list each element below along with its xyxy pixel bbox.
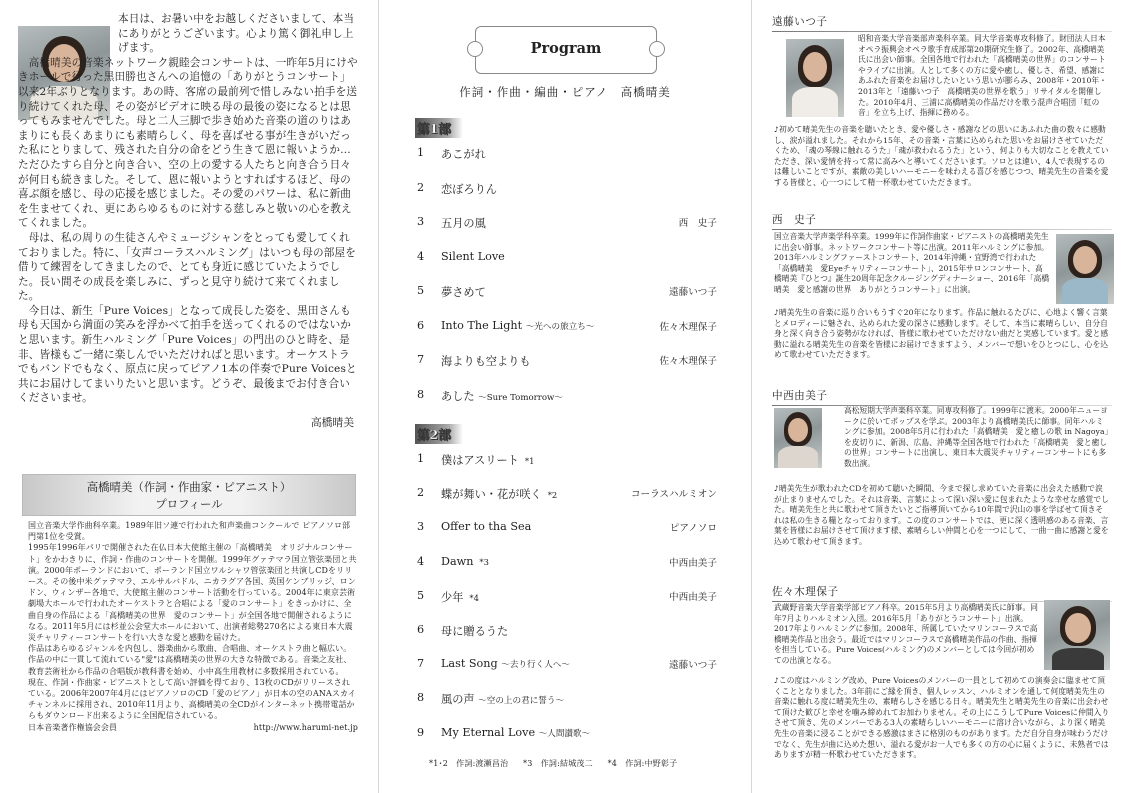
program-item-number: 5 xyxy=(417,284,425,297)
program-item-title-row xyxy=(441,486,557,502)
program-item xyxy=(417,250,717,268)
program-item xyxy=(417,486,717,504)
greeting-text xyxy=(18,12,358,406)
sasaki-bio: 武蔵野音楽大学音楽学部ピアノ科卒。2015年5月より高橋晴美氏に師事。同年7月よりハルミオン入団。2016年5月「ありがとうコンサート」出演。2017年よりハルミングに参加。2008年、所属していたマリンコーラスで高橋晴美作品と出会う。最近ではマリンコーラスで高橋晴美作品の作曲、指揮を担当している。Pure Voices(ハルミング)のメンバーとしては今回が初めての出演となる。 xyxy=(774,603,1038,665)
program-item-title: Into The Light xyxy=(441,318,523,332)
footnote: *3 作詞:結城茂二 xyxy=(523,759,593,768)
program-item-title: 蝶が舞い・花が咲く xyxy=(441,488,542,502)
nishi-photo xyxy=(1056,234,1114,304)
program-item-performer: 中西由美子 xyxy=(669,557,717,569)
program-item-mark: *4 xyxy=(469,592,479,603)
program-item-performer: 中西由美子 xyxy=(669,591,717,603)
profile-url: http://www.harumi-net.jp xyxy=(253,722,358,732)
performer-name-nishi: 西 史子 xyxy=(772,214,817,226)
performers-column xyxy=(760,0,1127,793)
program-item-title-row xyxy=(441,388,563,404)
performer-name-nakanishi: 中西由美子 xyxy=(772,390,828,402)
program-item-number: 5 xyxy=(417,588,425,602)
program-item xyxy=(417,623,717,641)
program-item-title: 少年 xyxy=(441,590,464,604)
greeting-signature: 高橋晴美 xyxy=(310,416,354,429)
program-item-title-row xyxy=(441,215,486,231)
program-credit: 作詞・作曲・編曲・ピアノ 高橋晴美 xyxy=(459,85,671,99)
profile-affiliation: 日本音楽著作権協会会員 xyxy=(28,722,118,732)
program-item-performer: 佐々木理保子 xyxy=(659,356,717,367)
program-item-title-row xyxy=(441,726,590,739)
program-item-title-row xyxy=(441,657,570,670)
program-item xyxy=(417,353,717,371)
program-item xyxy=(417,388,717,406)
endo-message: ♪初めて晴美先生の音楽を聴いたとき、愛や優しさ・感謝などの思いにあふれた曲の数々に感動し、涙が溢れました。それから15年、その音楽・言葉に込められた思いをお届けさせていただくため、「魂の琴線に触れるうた」「魂が救われるうた」という、何よりも大切なことを教えていただき、深い愛情を持って常に高みへと導いてくださいます。ソロとは違い、4人で表現するのは難しいことですが、素敵の美しいハーモニーを味わえる喜びを感じつつ、晴美先生の音楽を愛する皆様と、心一つにして精一杯歌わせていただきます。 xyxy=(774,125,1109,187)
program-item-number: 2 xyxy=(417,180,425,194)
program-item-performer: コーラスハルミオン xyxy=(630,489,717,501)
program-item-subtitle: ～空の上の君に誓う～ xyxy=(478,696,565,707)
program-item-title: Silent Love xyxy=(441,249,505,263)
profile-affiliation-row xyxy=(28,722,358,733)
program-item xyxy=(417,215,717,233)
profile-text xyxy=(28,520,358,733)
program-footnotes xyxy=(429,758,689,769)
program-item xyxy=(417,452,717,470)
program-item xyxy=(417,555,717,573)
program-item-title-row xyxy=(441,452,534,468)
program-item-title-row xyxy=(441,353,531,369)
program-item-mark: *3 xyxy=(479,556,489,567)
program-item-subtitle: ～光への旅立ち～ xyxy=(525,321,595,332)
sasaki-message: ♪この度はハルミング改め、Pure Voicesのメンバーの一員として初めての演奏会に臨ませて頂くこととなりました。3年前にご縁を頂き、個人レッスン、ハルミオンを通して何度晴美先生の音楽に触れる度に晴美先生の、素晴らしさを感じる日々。晴美先生と晴美先生の音楽に出会わせて頂けた歓びと幸せを噛み締めれてお加わりません。その上にこうしてPure Voicesに仲間入りさせて頂き、先のメンバーである3人の素晴らしいハーモニーに溶け合いながら、より深く晴美先生の音楽に浸ることができる感激はまさに格別のものがあります。ただ自分自身が味わうだけでなく、先生が曲に込めた想い、溢れる愛がお一人でも多くの方の心に届くように、未熟者ではありますが精一杯歌わせていただきます。 xyxy=(774,676,1110,760)
profile-paragraph: 1995年1996年パリで開催された在仏日本大使館主催の「高橋晴美 オリジナルコンサート」をかわきりに、作詞・作曲のコンサートを開催。1999年グァテマラ国立管弦楽団と共演。2000年ポーランドにおいて、ポーランド国立ワルシャワ管弦楽団と共演しCDをリリース。その後中米グァテマラ、エルサルバドル、ニカラグア各国、英国ケンブリッジ、ロンドン、ウィンザー各地で、大使館主催のコンサート活動を行っている。2004年に東京芸術劇場大ホールで行われたオーケストラと合唱による「愛のコンサート」をきっかけに、全曲自身の作品による「高橋晴美の世界 愛のコンサート」が全国各地で開催されるようになる。2011年5月には杉並公会堂大ホールにおいて、出演者総勢270名による東日本大震災チャリティーコンサートを行い大きな愛と感動を届けた。 xyxy=(28,543,357,643)
program-item-title-row xyxy=(441,319,594,332)
program-item-number: 1 xyxy=(417,452,425,465)
program-item xyxy=(417,520,717,538)
profile-heading xyxy=(22,474,356,516)
profile-paragraph: 作品はあらゆるジャンルを内包し、器楽曲から歌曲、合唱曲、オーケストラ曲と幅広い。作品の中に一貫して流れている"愛"は高橋晴美の世界の大きな特徴である。音楽之友社、教育芸術社から作品の合唱版が教科書を始め、小中高生用教材に多数採用されている。 xyxy=(28,644,352,676)
program-item-mark: *1 xyxy=(524,456,535,466)
program-item-number: 6 xyxy=(417,623,425,636)
endo-photo xyxy=(786,39,844,117)
program-item-number: 3 xyxy=(417,520,425,534)
program-item-title: あした xyxy=(441,389,475,403)
profile-heading-line1: 高橋晴美（作詞・作曲家・ピアニスト） xyxy=(86,480,292,494)
program-item xyxy=(417,284,717,302)
program-item-subtitle: ～Sure Tomorrow～ xyxy=(478,392,563,403)
greeting-paragraph: 今日は、新生「Pure Voices」となって成長した姿を、黒田さんも母も天国から満面の笑みを浮かべて拍手を送ってくれるのではないかと思います。新生ハルミング「Pure Voices」の門出のひと時を、是非、皆様もご一緒に楽しんでいただければと思います。オーケストラでもバンドでもなく、原点に戻ってピアノ1本の伴奏でPure Voicesと共にお届けしてまいりたいと思います。どうぞ、最後までお付き合いくださいませ。 xyxy=(18,304,357,405)
program-item-title: 僕はアスリート xyxy=(441,454,519,467)
program-item-title-row xyxy=(441,623,508,639)
program-item-title-row xyxy=(441,520,531,533)
program-item-number: 3 xyxy=(417,215,425,228)
program-item-title: 母に贈るうた xyxy=(441,625,509,638)
nishi-bio: 国立音楽大学声楽学科卒業。1999年に作詞作曲家・ピアニストの高橋晴美先生に出会い師事。ネットワークコンサート等に出演。2011年ハルミングに参加。2013年ハルミングファーストコンサート、2014年沖縄・宜野湾で行われた「高橋晴美 愛Eyeチャリティーコンサート」、2015年サロンコンサート、高橋晴美『ひとつ』誕生20周年記念クルージングディナーショー、2016年「高橋晴美 愛と感謝の世界 ありがとうコンサート」に出演。 xyxy=(774,232,1050,294)
program-item-mark: *2 xyxy=(547,490,558,501)
program-title-frame xyxy=(475,26,657,74)
program-item-title-row xyxy=(441,589,479,605)
program-item-title-row xyxy=(441,181,497,197)
program-item xyxy=(417,319,717,337)
program-item-number: 8 xyxy=(417,691,425,705)
greeting-paragraph: 高橋晴美の音楽ネットワーク親睦会コンサートは、一昨年5月にけやきホールで行った黒田勝也さんへの追憶の「ありがとうコンサート」以来2年ぶりとなります。あの時、客席の最前列で惜しみない拍手を送り続けてくれた母、その姿がビデオに映る母の最後の姿になるとは思ってもみませんでした。母と二人三脚で歩き始めた音楽の道のりはあまりにも長くあまりにも素晴らしく、母を喜ばせる事が生きがいだった私にとりまして、残された自分の命をどう生きて恩に報いようか…ただひたすら自分と向き合い、空の上の愛する人たちと向き合う日々が何日も続きました。そして、恩に報いようとすればするほど、母の喜ぶ顔を感じ、母の応援を感じました。その愛のパワーは、私に新曲を生ませてくれ、更にあらゆるものに対する慈しみと敬いの心を教えてくれました。 xyxy=(18,56,358,230)
program-item xyxy=(417,726,717,744)
program-item-performer: 遠藤いつ子 xyxy=(669,287,717,298)
profile-paragraph: 現在、作詞・作曲家・ピアニストとして高い評価を得ており、13枚のCDがリリースされている。2006年2007年4月にはピアノソロのCD「愛のピアノ」が日本の空のANAスカイチャンネルに採用され、2010年11月より、高橋晴美の全CDがインターネット携帯電話からもダウンロード出来るように全国配信されている。 xyxy=(28,677,356,721)
program-item-number: 1 xyxy=(417,146,425,159)
nishi-message: ♪晴美先生の音楽に巡り合いもうすぐ20年になります。作品に触れるたびに、心地よく響く言葉とメロディーに魅され、込められた愛の深さに感動します。そして、本当に素晴らしい、自分自身と深く向き合う姿勢がなければ、皆様に歌わせていただけない曲だと実感しています。愛と感動に溢れる晴美先生の音楽を皆様にお届けできますよう、メンバーで想いをひとつにし、心を込めて歌わせていただきます。 xyxy=(774,308,1109,360)
program-item-subtitle: ～人間讃歌～ xyxy=(538,728,591,739)
program-column xyxy=(378,0,752,793)
program-item-title: 夢さめて xyxy=(441,286,486,299)
program-item-title-row xyxy=(441,691,564,707)
program-item-subtitle: ～去り行く人へ～ xyxy=(501,660,570,671)
footnote: *1･2 作詞:渡瀬昌治 xyxy=(429,759,509,768)
nakanishi-bio: 高松短期大学声楽科卒業。同専攻科修了。1999年に渡米。2000年ニューヨークに於いてポップスを学ぶ。2003年より高橋晴美氏に師事。同年ハルミングに参加。2008年5月に行われた「高橋晴美 愛と癒しの歌 in Nagoya」を皮切りに、新潟、広島、沖縄等全国各地で行われた「高橋晴美 愛と癒しの世界」コンサートに出演し、東日本大震災チャリティーコンサートにも多数出演。 xyxy=(844,406,1109,468)
program-title: Program xyxy=(530,40,602,57)
program-item-number: 2 xyxy=(417,486,425,500)
program-item-title: 海よりも空よりも xyxy=(441,355,531,368)
greeting-paragraph: 母は、私の周りの生徒さんやミュージシャンをとっても愛してくれておりました。特に、「女声コーラスハルミング」はいつも母の部屋を借りて練習をしてきましたので、とても身近に感じていたようでした。長い間その成長を楽しみに、ずっと見守り続けて来てくれました。 xyxy=(18,231,356,303)
program-item xyxy=(417,146,717,164)
program-item-number: 7 xyxy=(417,353,425,366)
sasaki-photo xyxy=(1044,600,1110,670)
greeting-paragraph: 本日は、お暑い中をお越しくださいまして、本当にありがとうございます。心より篤く御礼申し上げます。 xyxy=(118,13,355,55)
profile-paragraph: 国立音楽大学作曲科卒業。1989年旧ソ連で行われた和声楽曲コンクールで ピアノソロ部門第1位を受賞。 xyxy=(28,521,351,542)
program-item-performer: ピアノソロ xyxy=(669,523,717,535)
program-item-title: 恋ぼろりん xyxy=(441,182,497,196)
greeting-column xyxy=(0,0,370,793)
program-item-title: 風の声 xyxy=(441,693,475,707)
program-item-number: 9 xyxy=(417,725,425,739)
program-item-number: 8 xyxy=(417,387,425,401)
program-item xyxy=(417,589,717,607)
part1-heading: 第1部 xyxy=(415,118,463,138)
nakanishi-photo xyxy=(774,408,822,468)
program-item-title: My Eternal Love xyxy=(441,725,536,739)
program-item-title: Offer to tha Sea xyxy=(441,520,532,534)
program-item-performer: 遠藤いつ子 xyxy=(669,660,717,672)
program-item-title: 五月の風 xyxy=(441,217,486,230)
endo-bio: 昭和音楽大学音楽部声楽科卒業。同大学音楽専攻科修了。財団法人日本オペラ振興会オペラ歌手育成部第20期研究生修了。2002年、高橋晴美氏に出会い師事。全国各地で行われた「高橋晴美の世界」のコンサートやライブに出演。人として多くの方に愛や癒し、優しさ、希望、感謝にあふれた音楽をお届けしたいという思いが膨らみ、2008年・2010年・2013年と「遠藤いつ子 高橋晴美の世界を歌う」リサイタルを開催した。2010年4月、三浦に高橋晴美の作品だけを歌う混声合唱団「虹の音」を立ち上げ、指揮に務める。 xyxy=(858,34,1107,118)
program-item-title-row xyxy=(441,284,486,300)
nakanishi-message: ♪晴美先生が歌われたCDを初めて聴いた瞬間、今まで探し求めていた音楽に出会えた感動で涙が止まりませんでした。それは音楽、言葉によって深い深い愛に包まれたような幸せな感覚でした。晴美先生と共に歌わせて頂きたいとご指導頂いてから10年間で沢山の事を学ばせて頂きそれは私の生きる糧となっております。この度のコンサートでは、更に深く透明感のある音楽、言葉を皆様にお届けさせて頂けます様、素晴らしい仲間と心を一つにして、一曲一曲に感謝と愛を込めて歌わせて頂きます。 xyxy=(774,484,1109,546)
program-item-title: Last Song xyxy=(441,657,498,671)
profile-heading-line2: プロフィール xyxy=(155,497,223,511)
footnote: *4 作詞:中野彰子 xyxy=(607,759,678,768)
program-item-title-row xyxy=(441,555,489,568)
program-item-number: 7 xyxy=(417,657,425,671)
program-item xyxy=(417,657,717,675)
program-item-performer: 西 史子 xyxy=(678,218,717,229)
performer-name-sasaki: 佐々木理保子 xyxy=(772,586,839,598)
program-item-number: 4 xyxy=(417,249,425,263)
program-item-performer: 佐々木理保子 xyxy=(659,321,717,333)
program-item-title: あこがれ xyxy=(441,148,486,161)
program-item-title-row xyxy=(441,250,505,263)
program-item-title: Dawn xyxy=(441,554,474,568)
program-item-number: 4 xyxy=(417,554,425,568)
program-item-title-row xyxy=(441,146,486,162)
part2-heading: 第2部 xyxy=(415,424,463,444)
program-item xyxy=(417,181,717,199)
program-item-number: 6 xyxy=(417,318,425,332)
program-item xyxy=(417,691,717,709)
performer-name-endo: 遠藤いつ子 xyxy=(772,16,828,28)
